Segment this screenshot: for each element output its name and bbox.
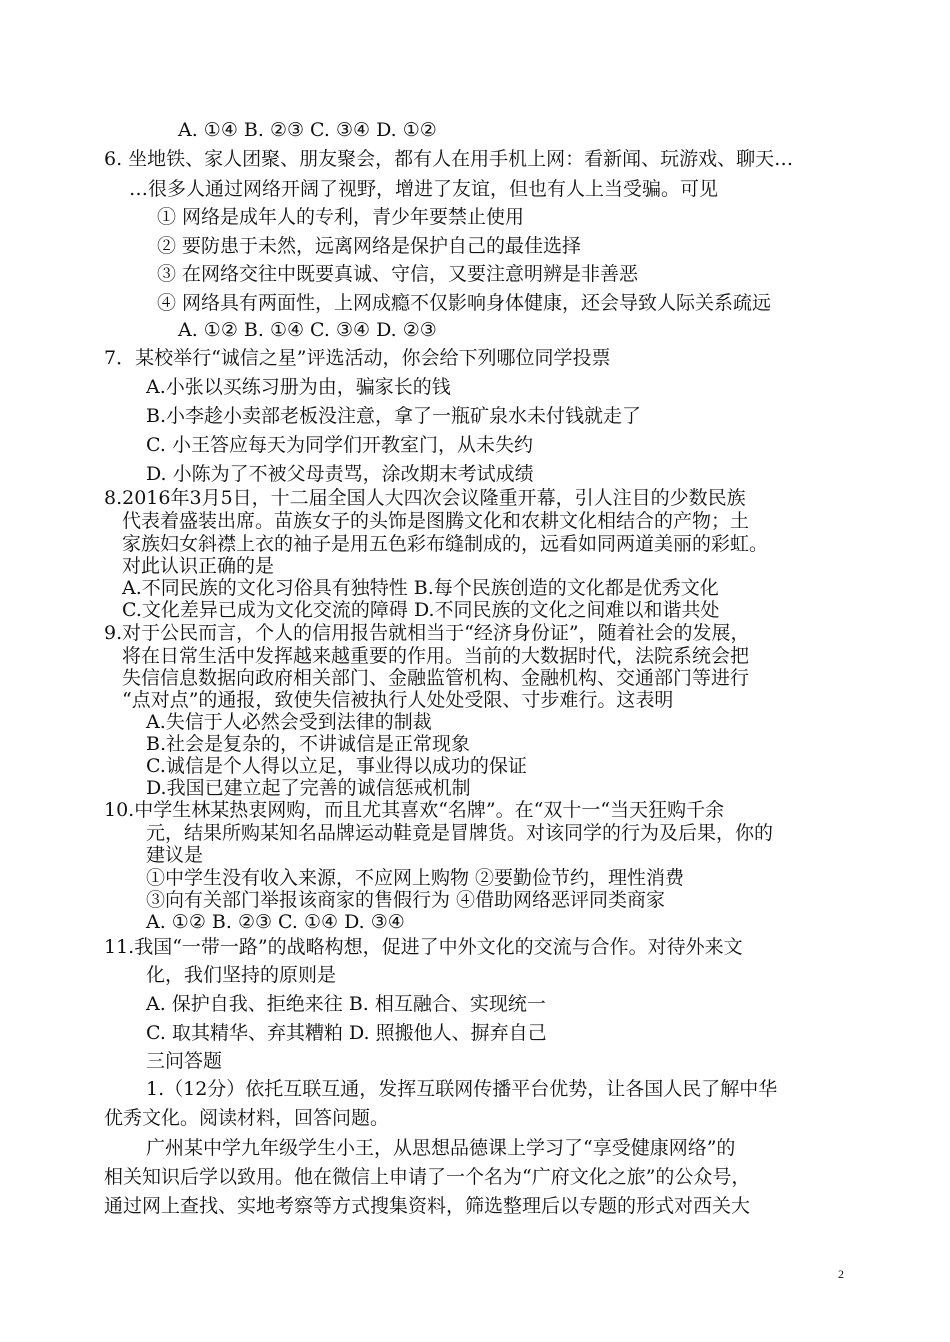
q7-option-b: B.小李趁小卖部老板没注意，拿了一瓶矿泉水未付钱就走了 xyxy=(146,405,642,427)
q8-line3: 家族妇女斜襟上衣的袖子是用五色彩布缝制成的，远看如同两道美丽的彩虹。 xyxy=(122,533,769,555)
essay-q1-line1: 1.（12分）依托互联互通，发挥互联网传播平台优势，让各国人民了解中华 xyxy=(146,1078,778,1100)
q5-options: A. ①④ B. ②③ C. ③④ D. ①② xyxy=(178,119,437,141)
q8-line1: 8.2016年3月5日，十二届全国人大四次会议隆重开幕，引人注目的少数民族 xyxy=(104,487,746,509)
q8-line2: 代表着盛装出席。苗族女子的头饰是图腾文化和农耕文化相结合的产物；土 xyxy=(122,510,750,532)
q10-statements-34: ③向有关部门举报该商家的售假行为 ④借助网络恶评同类商家 xyxy=(146,889,666,911)
q10-line2: 元，结果所购某知名品牌运动鞋竟是冒牌货。对该同学的行为及后果，你的 xyxy=(146,822,774,844)
q9-line1: 9.对于公民而言，个人的信用报告就相当于“经济身份证”，随着社会的发展， xyxy=(104,622,750,644)
q10-line3: 建议是 xyxy=(146,844,204,866)
q8-options-cd: C.文化差异已成为文化交流的障碍 D.不同民族的文化之间难以和谐共处 xyxy=(122,599,720,621)
q7-option-a: A.小张以买练习册为由，骗家长的钱 xyxy=(146,376,451,398)
q6-options: A. ①② B. ①④ C. ③④ D. ②③ xyxy=(178,319,437,341)
q9-line3: 失信信息数据向政府相关部门、金融监管机构、金融机构、交通部门等进行 xyxy=(122,667,750,689)
q9-line4: “点对点”的通报，致使失信被执行人处处受限、寸步难行。这表明 xyxy=(122,689,674,711)
q10-line1: 10.中学生林某热衷网购，而且尤其喜欢“名牌”。在“双十一“当天狂购千余 xyxy=(104,799,725,821)
q6-statement-1: ① 网络是成年人的专利，青少年要禁止使用 xyxy=(157,206,525,228)
q7-option-d: D. 小陈为了不被父母责骂，涂改期末考试成绩 xyxy=(146,463,534,485)
essay-q1-line4: 相关知识后学以致用。他在微信上申请了一个名为“广府文化之旅”的公众号， xyxy=(104,1166,751,1188)
q6-statement-3: ③ 在网络交往中既要真诚、守信，又要注意明辨是非善恶 xyxy=(157,263,639,285)
essay-q1-line3: 广州某中学九年级学生小王，从思想品德课上学习了“享受健康网络”的 xyxy=(146,1137,736,1159)
q9-option-d: D.我国已建立起了完善的诚信惩戒机制 xyxy=(146,777,471,799)
q6-stem-line1: 6. 坐地铁、家人团聚、朋友聚会，都有人在用手机上网：看新闻、玩游戏、聊天… xyxy=(104,148,794,170)
q9-option-c: C.诚信是个人得以立足，事业得以成功的保证 xyxy=(146,755,527,777)
q6-stem-line2: …很多人通过网络开阔了视野，增进了友谊，但也有人上当受骗。可见 xyxy=(129,178,719,200)
q10-options: A. ①② B. ②③ C. ①④ D. ③④ xyxy=(146,911,405,933)
q11-line1: 11.我国“一带一路”的战略构想，促进了中外文化的交流与合作。对待外来文 xyxy=(104,936,743,958)
essay-q1-line2: 优秀文化。阅读材料，回答问题。 xyxy=(104,1107,390,1129)
q8-line4: 对此认识正确的是 xyxy=(122,555,275,577)
q11-options-cd: C. 取其精华、弃其糟粕 D. 照搬他人、摒弃自己 xyxy=(146,1022,547,1044)
q7-stem: 7．某校举行“诚信之星”评选活动，你会给下列哪位同学投票 xyxy=(104,347,611,369)
q9-line2: 将在日常生活中发挥越来越重要的作用。当前的大数据时代，法院系统会把 xyxy=(122,645,750,667)
q9-option-a: A.失信于人必然会受到法律的制裁 xyxy=(146,711,432,733)
section-heading: 三问答题 xyxy=(146,1050,223,1072)
q11-options-ab: A. 保护自我、拒绝来往 B. 相互融合、实现统一 xyxy=(146,993,546,1015)
q6-statement-4: ④ 网络具有两面性，上网成瘾不仅影响身体健康，还会导致人际关系疏远 xyxy=(157,292,772,314)
q10-statements-12: ①中学生没有收入来源，不应网上购物 ②要勤俭节约，理性消费 xyxy=(146,867,685,889)
essay-q1-line5: 通过网上查找、实地考察等方式搜集资料，筛选整理后以专题的形式对西关大 xyxy=(104,1195,751,1217)
q8-options-ab: A.不同民族的文化习俗具有独特性 B.每个民族创造的文化都是优秀文化 xyxy=(122,577,719,599)
q7-option-c: C. 小王答应每天为同学们开教室门，从未失约 xyxy=(146,434,533,456)
q11-line2: 化，我们坚持的原则是 xyxy=(146,964,337,986)
page-number: 2 xyxy=(838,1267,844,1281)
q6-statement-2: ② 要防患于未然，远离网络是保护自己的最佳选择 xyxy=(157,235,582,257)
q9-option-b: B.社会是复杂的，不讲诚信是正常现象 xyxy=(146,733,471,755)
